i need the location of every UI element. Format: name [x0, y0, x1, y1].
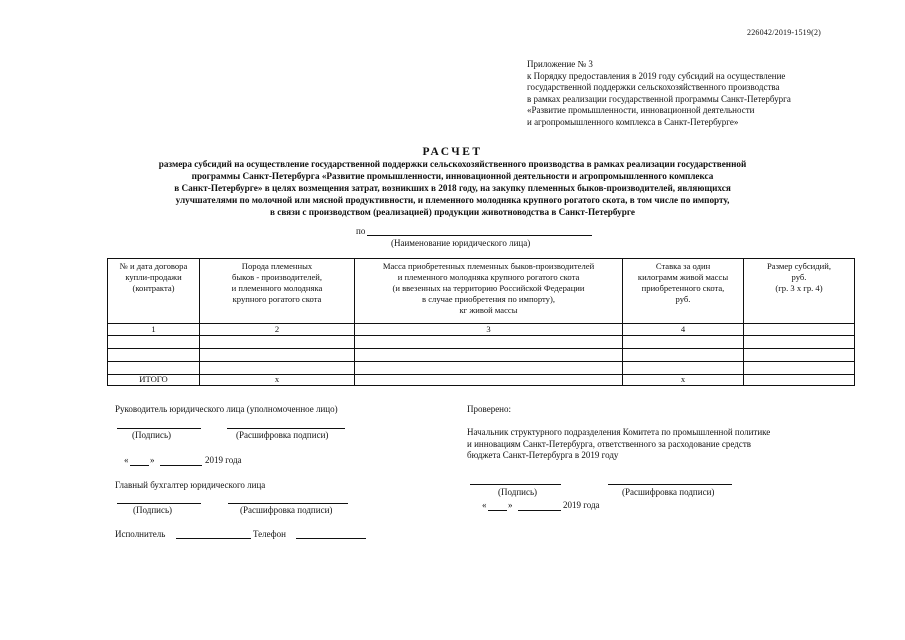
document-title: РАСЧЕТ	[422, 146, 483, 158]
total-cell: х	[623, 375, 744, 386]
date-close-quote: »	[150, 455, 155, 465]
table-cell[interactable]	[623, 336, 744, 349]
table-cell[interactable]	[200, 362, 355, 375]
accountant-signature-line[interactable]	[117, 503, 201, 504]
total-label: ИТОГО	[108, 375, 200, 386]
subtitle-line: в Санкт-Петербурге» в целях возмещения затрат, возникших в 2018 году, на закупку племенных быков-производителей, являющихся	[174, 182, 731, 193]
column-number: 3	[355, 324, 623, 336]
executor-field[interactable]	[176, 538, 251, 539]
date-open-quote: «	[124, 455, 129, 465]
org-prefix: по	[356, 226, 366, 236]
signature-label: (Подпись)	[132, 430, 172, 440]
appendix-line: «Развитие промышленности, инновационной деятельности	[527, 105, 755, 116]
table-cell[interactable]	[355, 349, 623, 362]
signature-label: (Подпись)	[133, 505, 173, 515]
subtitle-line: размера субсидий на осуществление государственной поддержки сельскохозяйственного производства в рамках реализации государственной	[158, 159, 747, 169]
column-number: 1	[108, 324, 200, 336]
date-year: 2019 года	[205, 455, 242, 465]
table-cell[interactable]	[108, 349, 200, 362]
table-row	[108, 349, 855, 362]
column-header-contract: № и дата договора купли-продажи (контракта)	[108, 259, 200, 324]
date-year: 2019 года	[563, 500, 600, 510]
date-day-field[interactable]	[488, 510, 507, 511]
appendix-line: Приложение № 3	[527, 59, 593, 69]
head-title: Руководитель юридического лица (уполномоченное лицо)	[115, 404, 338, 414]
table-cell[interactable]	[200, 336, 355, 349]
appendix-note	[527, 59, 857, 129]
accountant-title: Главный бухгалтер юридического лица	[115, 480, 266, 490]
column-header-subsidy: Размер субсидий, руб. (гр. 3 х гр. 4)	[744, 259, 855, 324]
subtitle-line: в связи с производством (реализацией) продукции животноводства в Санкт-Петербурге	[269, 206, 635, 217]
column-number	[744, 324, 855, 336]
document-subtitle	[80, 159, 825, 219]
appendix-line: к Порядку предоставления в 2019 году субсидий на осуществление	[527, 70, 786, 81]
table-row	[108, 336, 855, 349]
phone-field[interactable]	[296, 538, 366, 539]
decode-label: (Расшифровка подписи)	[236, 430, 329, 440]
table-header-row	[108, 259, 855, 324]
column-number: 2	[200, 324, 355, 336]
committee-line: бюджета Санкт-Петербурга в 2019 году	[467, 450, 619, 460]
decode-label: (Расшифровка подписи)	[622, 487, 715, 497]
appendix-line: в рамках реализации государственной программы Санкт-Петербурга	[527, 93, 791, 104]
table-cell[interactable]	[744, 362, 855, 375]
head-decode-line[interactable]	[227, 428, 345, 429]
table-cell[interactable]	[355, 362, 623, 375]
committee-head-title	[467, 427, 770, 462]
total-cell[interactable]	[744, 375, 855, 386]
head-signature-line[interactable]	[117, 428, 201, 429]
table-cell[interactable]	[108, 362, 200, 375]
appendix-line: государственной поддержки сельскохозяйственного производства	[527, 82, 780, 93]
table-cell[interactable]	[108, 336, 200, 349]
table-cell[interactable]	[623, 362, 744, 375]
date-month-field[interactable]	[518, 510, 561, 511]
column-header-breed: Порода племенных быков - производителей, и племенного молодняка крупного рогатого скота	[200, 259, 355, 324]
document-number: 226042/2019-1519(2)	[747, 28, 822, 37]
total-row	[108, 375, 855, 386]
total-cell: х	[200, 375, 355, 386]
date-close-quote: »	[508, 500, 513, 510]
table-cell[interactable]	[744, 349, 855, 362]
date-month-field[interactable]	[160, 465, 202, 466]
table-cell[interactable]	[744, 336, 855, 349]
date-open-quote: «	[482, 500, 487, 510]
committee-line: Начальник структурного подразделения Комитета по промышленной политике	[467, 427, 771, 437]
phone-label: Телефон	[253, 529, 286, 539]
appendix-line: и агропромышленного комплекса в Санкт-Петербурге»	[527, 116, 739, 127]
total-cell[interactable]	[355, 375, 623, 386]
decode-label: (Расшифровка подписи)	[240, 505, 333, 515]
column-number: 4	[623, 324, 744, 336]
column-header-weight: Масса приобретенных племенных быков-производителей и племенного молодняка крупного рогатого скота (и ввезенных на территорию Российской Федерации в случае приобретения по импорту), кг живой массы	[355, 259, 623, 324]
date-day-field[interactable]	[130, 465, 149, 466]
column-number-row	[108, 324, 855, 336]
org-name-caption: (Наименование юридического лица)	[391, 238, 531, 248]
executor-label: Исполнитель	[115, 529, 166, 539]
subtitle-line: улучшателями по молочной или мясной продуктивности, и племенного молодняка крупного рогатого скота, в том числе по импорту,	[175, 194, 730, 205]
table-row	[108, 362, 855, 375]
signature-label: (Подпись)	[498, 487, 538, 497]
committee-line: и инновациям Санкт-Петербурга, ответственного за расходование средств	[467, 438, 751, 449]
column-header-rate: Ставка за один килограмм живой массы приобретенного скота, руб.	[623, 259, 744, 324]
committee-signature-line[interactable]	[470, 484, 561, 485]
committee-decode-line[interactable]	[608, 484, 732, 485]
org-name-field[interactable]	[367, 235, 592, 236]
table-cell[interactable]	[355, 336, 623, 349]
table-cell[interactable]	[200, 349, 355, 362]
table-cell[interactable]	[623, 349, 744, 362]
accountant-decode-line[interactable]	[228, 503, 348, 504]
calculation-table	[107, 258, 855, 386]
subtitle-line: программы Санкт-Петербурга «Развитие промышленности, инновационной деятельности и агропромышленного комплекса	[191, 170, 714, 181]
checked-label: Проверено:	[467, 404, 512, 414]
